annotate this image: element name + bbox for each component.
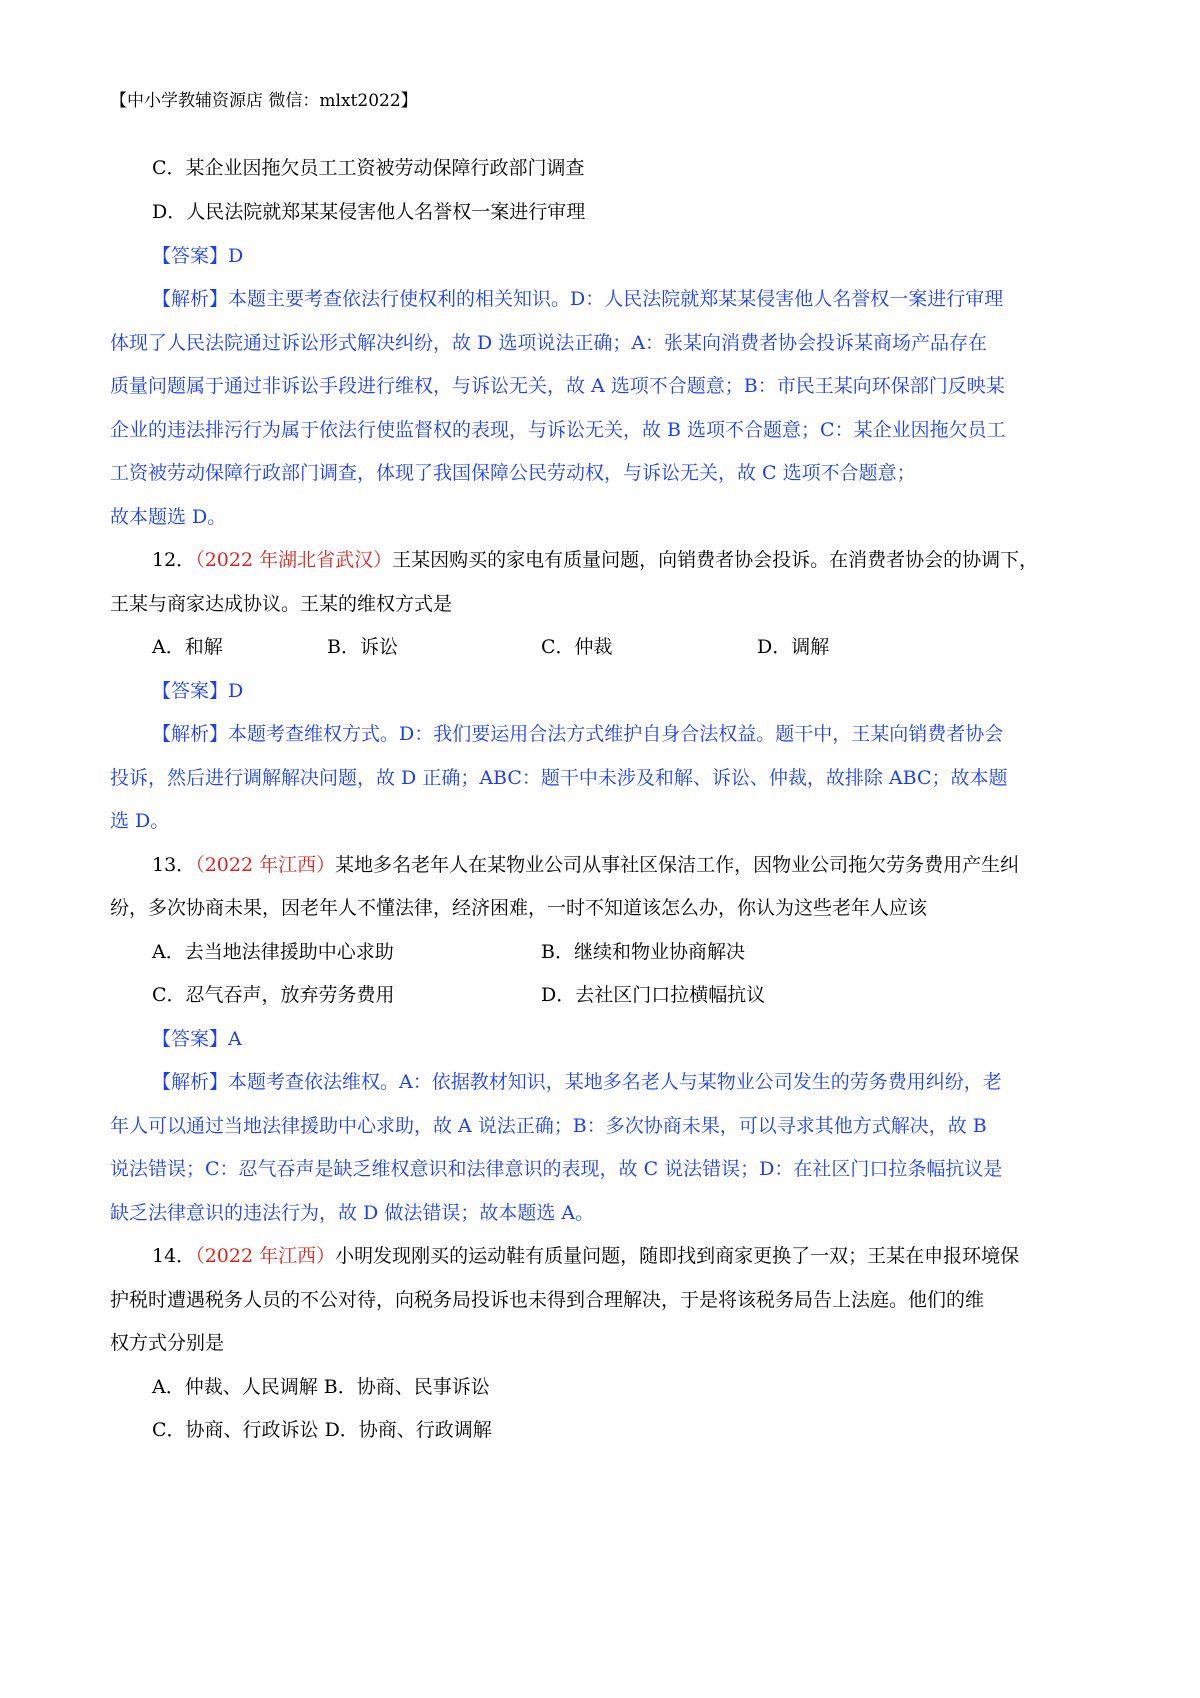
q13-analysis-line: 缺乏法律意识的违法行为，故 D 做法错误；故本题选 A。 — [110, 1202, 595, 1224]
option-a: A．去当地法律援助中心求助 — [152, 941, 394, 963]
analysis-text: 本题考查依法维权。A：依据教材知识，某地多名老人与某物业公司发生的劳务费用纠纷，老 — [228, 1071, 1002, 1093]
answer-label: 【答案】 — [152, 680, 229, 702]
option-c: C．忍气吞声，放弃劳务费用 — [152, 984, 395, 1006]
analysis-text: 本题考查维权方式。D：我们要运用合法方式维护自身合法权益。题干中，王某向销费者协会 — [228, 723, 1004, 745]
question-source: （2022 年江西） — [195, 1245, 336, 1267]
q13-stem — [152, 850, 1100, 880]
q13-answer — [152, 1024, 1100, 1054]
question-stem: 某地多名老年人在某物业公司从事社区保洁工作，因物业公司拖欠劳务费用产生纠 — [335, 854, 1020, 876]
option-d: D．去社区门口拉横幅抗议 — [541, 984, 766, 1006]
q12-analysis-line: 投诉，然后进行调解解决问题，故 D 正确；ABC：题干中未涉及和解、诉讼、仲裁，故排除 ABC；故本题 — [110, 767, 1008, 789]
page-header: 【中小学教辅资源店 微信：mlxt2022】 — [110, 91, 418, 111]
question-number: 12． — [152, 549, 196, 571]
question-source: （2022 年湖北省武汉） — [195, 549, 393, 571]
q12-options — [152, 632, 1100, 662]
q11-analysis-line: 质量问题属于通过非诉讼手段进行维权，与诉讼无关，故 A 选项不合题意；B：市民王某向环保部门反映某 — [110, 375, 1005, 397]
q14-stem-cont: 护税时遭遇税务人员的不公对待，向税务局投诉也未得到合理解决，于是将该税务局告上法庭。他们的维 — [110, 1289, 985, 1311]
answer-label: 【答案】 — [152, 1028, 229, 1050]
option-c: C．仲裁 — [541, 636, 613, 658]
analysis-label: 【解析】 — [152, 288, 229, 310]
option-b: B．诉讼 — [327, 636, 398, 658]
q11-answer — [152, 241, 1100, 271]
option-a: A．和解 — [152, 636, 223, 658]
q11-analysis-line: 故本题选 D。 — [110, 506, 227, 528]
q12-stem — [152, 545, 1100, 575]
q14-options-row2: C．协商、行政诉讼 D．协商、行政调解 — [152, 1419, 492, 1441]
q11-analysis-line: 体现了人民法院通过诉讼形式解决纠纷，故 D 选项说法正确；A：张某向消费者协会投诉某商场产品存在 — [110, 332, 988, 354]
question-number: 14． — [152, 1245, 196, 1267]
q11-analysis-line — [152, 284, 1100, 314]
q12-answer — [152, 676, 1100, 706]
option-d: D．调解 — [757, 636, 830, 658]
answer-value: D — [228, 245, 244, 267]
q13-analysis-line — [152, 1067, 1100, 1097]
answer-value: A — [228, 1028, 242, 1050]
q13-stem-cont: 纷，多次协商未果，因老年人不懂法律，经济困难，一时不知道该怎么办，你认为这些老年人应该 — [110, 897, 928, 919]
question-stem: 小明发现刚买的运动鞋有质量问题，随即找到商家更换了一双；王某在申报环境保 — [335, 1245, 1020, 1267]
analysis-text: 本题主要考查依法行使权利的相关知识。D：人民法院就郑某某侵害他人名誉权一案进行审理 — [228, 288, 1004, 310]
q11-analysis-line: 工资被劳动保障行政部门调查，体现了我国保障公民劳动权，与诉讼无关，故 C 选项不合题意； — [110, 462, 916, 484]
q14-options-row1: A．仲裁、人民调解 B．协商、民事诉讼 — [152, 1376, 490, 1398]
q11-option-d: D．人民法院就郑某某侵害他人名誉权一案进行审理 — [152, 201, 586, 223]
q14-stem — [152, 1241, 1100, 1271]
q11-option-c: C．某企业因拖欠员工工资被劳动保障行政部门调查 — [152, 157, 585, 179]
question-stem: 王某因购买的家电有质量问题，向销费者协会投诉。在消费者协会的协调下， — [392, 549, 1039, 571]
q13-options-row1 — [152, 937, 1100, 967]
q13-analysis-line: 说法错误；C：忍气吞声是缺乏维权意识和法律意识的表现，故 C 说法错误；D：在社区门口拉条幅抗议是 — [110, 1158, 1003, 1180]
question-number: 13． — [152, 854, 196, 876]
q13-options-row2 — [152, 980, 1100, 1010]
analysis-label: 【解析】 — [152, 1071, 229, 1093]
q12-analysis-line — [152, 719, 1100, 749]
q13-analysis-line: 年人可以通过当地法律援助中心求助，故 A 说法正确；B：多次协商未果，可以寻求其他方式解决，故 B — [110, 1115, 987, 1137]
question-source: （2022 年江西） — [195, 854, 336, 876]
q12-stem-cont: 王某与商家达成协议。王某的维权方式是 — [110, 593, 453, 615]
answer-label: 【答案】 — [152, 245, 229, 267]
analysis-label: 【解析】 — [152, 723, 229, 745]
answer-value: D — [228, 680, 244, 702]
option-b: B．继续和物业协商解决 — [541, 941, 745, 963]
q12-analysis-line: 选 D。 — [110, 810, 170, 832]
q11-analysis-line: 企业的违法排污行为属于依法行使监督权的表现，与诉讼无关，故 B 选项不合题意；C：某企业因拖欠员工 — [110, 419, 1006, 441]
q14-stem-cont: 权方式分别是 — [110, 1332, 225, 1354]
